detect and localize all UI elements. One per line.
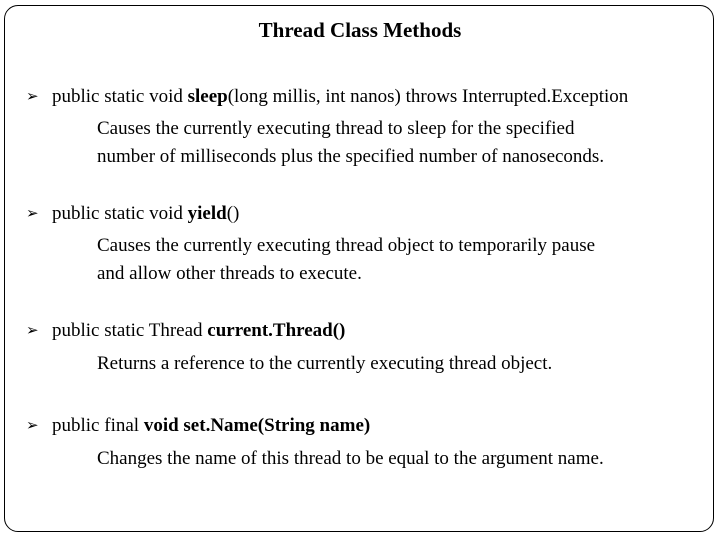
method-description-set-name: Changes the name of this thread to be equal to the argument name.	[97, 448, 604, 469]
method-description-yield: Causes the currently executing thread object to temporarily pause and allow other threads to execute.	[97, 235, 596, 284]
method-signature-set-name: ➢ public final void set.Name(String name)	[26, 415, 371, 436]
arrow-bullet-icon: ➢	[26, 87, 39, 105]
method-name: yield	[187, 203, 227, 224]
method-signature-yield: ➢ public static void yield()	[26, 203, 240, 224]
page-title: Thread Class Methods	[258, 18, 462, 42]
method-name: sleep	[187, 86, 228, 107]
method-signature-current-thread: ➢ public static Thread current.Thread()	[26, 320, 346, 341]
arrow-bullet-icon: ➢	[26, 321, 39, 339]
method-description-current-thread: Returns a reference to the currently executing thread object.	[97, 353, 553, 374]
arrow-bullet-icon: ➢	[26, 416, 39, 434]
arrow-bullet-icon: ➢	[26, 204, 39, 222]
method-description-sleep: Causes the currently executing thread to sleep for the specified number of milliseconds plus the specified number of nanoseconds.	[97, 118, 605, 167]
method-signature-sleep: ➢ public static void sleep(long millis, int nanos) throws Interrupted.Exception	[26, 86, 629, 107]
method-name: current.Thread()	[207, 320, 346, 341]
method-name: void set.Name(String name)	[143, 415, 371, 436]
